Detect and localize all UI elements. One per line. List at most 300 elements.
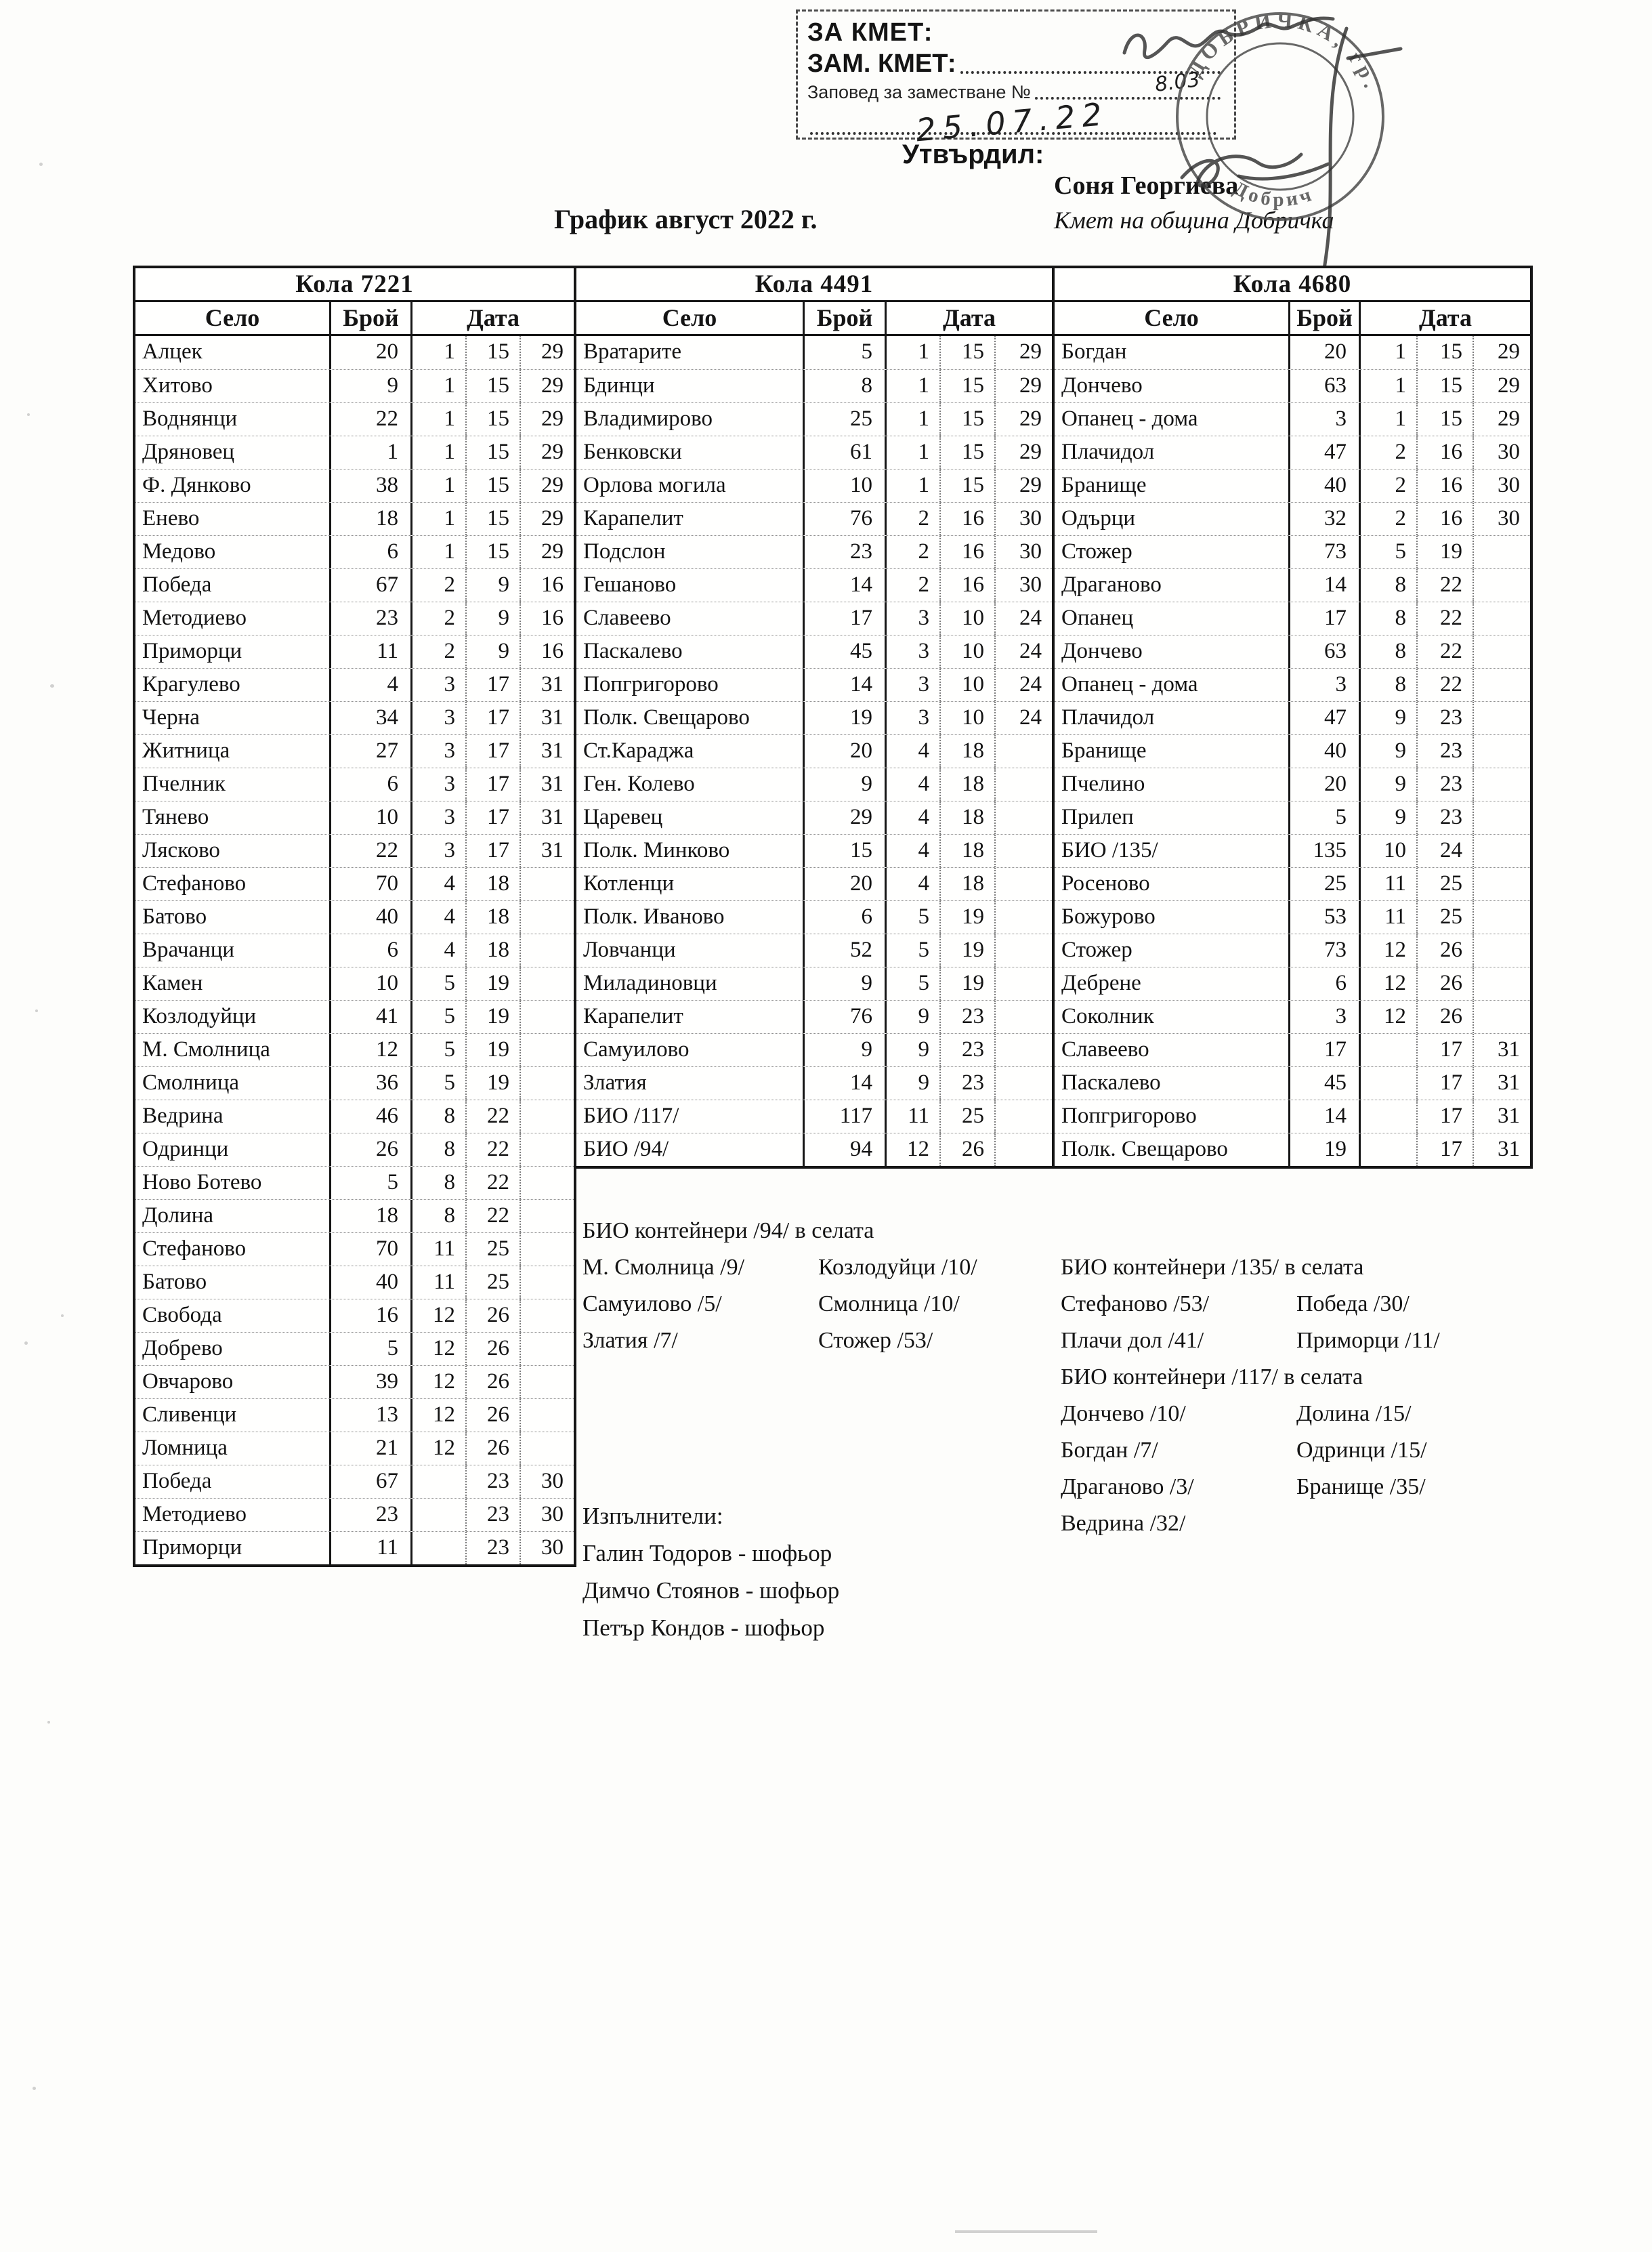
date-cell: 2	[887, 569, 941, 602]
date-cell: 29	[541, 339, 564, 364]
date-cell: 29	[1019, 440, 1042, 464]
column-header-count: Брой	[805, 302, 887, 334]
date-cell: 18	[941, 835, 996, 867]
table-row	[1055, 734, 1530, 768]
village-name-cell: Енево	[135, 503, 331, 535]
date-cell: 29	[1019, 373, 1042, 398]
table-row	[135, 1498, 574, 1531]
table-row	[1055, 436, 1530, 469]
date-cell: 25	[467, 1266, 521, 1299]
table-row	[576, 967, 1052, 1000]
date-cell: 2	[1361, 470, 1418, 502]
table-row	[135, 402, 574, 436]
date-cell: 5	[412, 967, 467, 1000]
village-name-cell: Стефаново	[135, 1233, 331, 1266]
table-row	[135, 1033, 574, 1066]
date-cell: 16	[1418, 503, 1474, 535]
date-cell: 24	[1418, 835, 1474, 867]
date-cell: 1	[412, 503, 467, 535]
schedule-table-kola-7221	[133, 266, 576, 1567]
date-cell: 9	[887, 1034, 941, 1066]
table-row	[1055, 967, 1530, 1000]
bio-containers-notes-94	[583, 1213, 977, 1359]
executors-title: Изпълнители:	[583, 1503, 723, 1529]
date-cell	[1474, 801, 1530, 834]
date-cell: 26	[467, 1432, 521, 1465]
bin-count-cell: 9	[331, 370, 412, 402]
bin-count-cell: 46	[331, 1100, 412, 1133]
table-row	[576, 635, 1052, 668]
village-name-cell: Пчелино	[1055, 768, 1290, 801]
note-text: Козлодуйци /10/	[818, 1255, 977, 1280]
date-cell: 15	[467, 436, 521, 469]
table-row	[135, 900, 574, 934]
bin-count-cell: 41	[331, 1001, 412, 1033]
date-cell: 17	[1418, 1067, 1474, 1100]
date-cell: 8	[412, 1167, 467, 1199]
date-cell: 26	[1418, 1001, 1474, 1033]
date-cell: 1	[1361, 403, 1418, 436]
note-text: Дончево /10/	[1061, 1401, 1186, 1426]
date-cell: 1	[412, 370, 467, 402]
scan-noise	[33, 2087, 36, 2090]
date-cell: 18	[941, 868, 996, 900]
bin-count-cell: 12	[331, 1034, 412, 1066]
date-cell: 8	[1361, 669, 1418, 701]
village-name-cell: Медово	[135, 536, 331, 568]
date-cell: 30	[541, 1469, 564, 1493]
zam-kmet-label: ЗАМ. КМЕТ:	[807, 49, 956, 78]
table-body	[135, 336, 574, 1564]
executors-lines	[583, 1535, 839, 1646]
table-row	[1055, 801, 1530, 834]
note-text: Драганово /3/	[1061, 1474, 1194, 1499]
date-cell	[521, 1233, 574, 1266]
village-name-cell: Росеново	[1055, 868, 1290, 900]
bin-count-cell: 14	[805, 669, 887, 701]
date-cell: 15	[941, 436, 996, 469]
village-name-cell: Прилеп	[1055, 801, 1290, 834]
column-header-date: Дата	[943, 304, 996, 331]
bin-count-cell: 15	[805, 835, 887, 867]
date-cell: 29	[1498, 339, 1520, 364]
date-cell: 3	[412, 801, 467, 834]
date-cell: 26	[467, 1399, 521, 1432]
village-name-cell: Попгригорово	[576, 669, 805, 701]
scan-noise	[955, 2230, 1097, 2233]
date-cell: 4	[887, 868, 941, 900]
village-name-cell: Житница	[135, 735, 331, 768]
bin-count-cell: 38	[331, 470, 412, 502]
date-cell: 19	[467, 1067, 521, 1100]
date-cell: 4	[887, 801, 941, 834]
village-name-cell: Козлодуйци	[135, 1001, 331, 1033]
table-row	[135, 967, 574, 1000]
village-name-cell: Златия	[576, 1067, 805, 1100]
date-cell: 30	[1019, 539, 1042, 564]
table-row	[576, 900, 1052, 934]
table-row	[135, 1166, 574, 1199]
date-cell: 16	[541, 572, 564, 597]
date-cell: 30	[541, 1502, 564, 1526]
table-row	[135, 1531, 574, 1564]
village-name-cell: Батово	[135, 901, 331, 934]
bin-count-cell: 6	[331, 768, 412, 801]
date-cell	[1361, 1034, 1418, 1066]
date-cell: 23	[1418, 735, 1474, 768]
note-text: Плачи дол /41/	[1061, 1328, 1204, 1353]
table-row	[1055, 469, 1530, 502]
date-cell: 22	[467, 1200, 521, 1232]
scan-noise	[27, 413, 30, 416]
date-cell: 16	[1418, 436, 1474, 469]
village-name-cell: Методиево	[135, 602, 331, 635]
date-cell: 15	[941, 403, 996, 436]
village-name-cell: Камен	[135, 967, 331, 1000]
date-cell: 17	[467, 669, 521, 701]
village-name-cell: Славеево	[576, 602, 805, 635]
date-cell	[1474, 868, 1530, 900]
bin-count-cell: 9	[805, 967, 887, 1000]
table-row	[1055, 668, 1530, 701]
village-name-cell: Стожер	[1055, 934, 1290, 967]
date-cell: 12	[412, 1432, 467, 1465]
date-cell: 5	[887, 967, 941, 1000]
table-row	[135, 1232, 574, 1266]
bin-count-cell: 20	[1290, 768, 1361, 801]
date-cell	[412, 1532, 467, 1564]
date-cell: 16	[941, 569, 996, 602]
note-text: Долина /15/	[1296, 1401, 1412, 1426]
date-cell: 23	[941, 1001, 996, 1033]
date-cell: 24	[1019, 606, 1042, 630]
table-row	[135, 568, 574, 602]
column-header-count: Брой	[331, 302, 412, 334]
table-row	[576, 336, 1052, 369]
table-row	[1055, 535, 1530, 568]
date-cell	[996, 801, 1052, 834]
village-name-cell: БИО /94/	[576, 1133, 805, 1166]
date-cell: 9	[1361, 768, 1418, 801]
table-row	[135, 1199, 574, 1232]
column-header-count: Брой	[1290, 302, 1361, 334]
village-name-cell: Опанец - дома	[1055, 669, 1290, 701]
date-cell: 9	[1361, 801, 1418, 834]
table-row	[135, 1365, 574, 1398]
note-text: Самуилово /5/	[583, 1291, 722, 1316]
village-name-cell: Стожер	[1055, 536, 1290, 568]
executor-line: Петър Кондов - шофьор	[583, 1614, 825, 1641]
village-name-cell: Врачанци	[135, 934, 331, 967]
village-name-cell: Дряновец	[135, 436, 331, 469]
village-name-cell: Ген. Колево	[576, 768, 805, 801]
table-row	[576, 1133, 1052, 1166]
date-cell	[1474, 536, 1530, 568]
date-cell: 31	[1498, 1037, 1520, 1062]
bin-count-cell: 14	[1290, 569, 1361, 602]
table-row	[135, 1432, 574, 1465]
date-cell	[1361, 1067, 1418, 1100]
bin-count-cell: 13	[331, 1399, 412, 1432]
date-cell: 15	[941, 370, 996, 402]
note-text: Стожер /53/	[818, 1328, 933, 1353]
date-cell	[521, 868, 574, 900]
bin-count-cell: 3	[1290, 403, 1361, 436]
bin-count-cell: 23	[331, 1499, 412, 1531]
bin-count-cell: 19	[805, 702, 887, 734]
date-cell	[521, 1266, 574, 1299]
bin-count-cell: 6	[805, 901, 887, 934]
village-name-cell: Методиево	[135, 1499, 331, 1531]
bin-count-cell: 4	[331, 669, 412, 701]
village-name-cell: Ловчанци	[576, 934, 805, 967]
date-cell	[412, 1465, 467, 1498]
note-text: Богдан /7/	[1061, 1438, 1158, 1463]
village-name-cell: Орлова могила	[576, 470, 805, 502]
date-cell: 18	[467, 868, 521, 900]
bin-count-cell: 6	[1290, 967, 1361, 1000]
date-cell: 12	[412, 1366, 467, 1398]
table-row	[135, 1398, 574, 1432]
table-row	[576, 1066, 1052, 1100]
table-row	[135, 801, 574, 834]
table-row	[135, 768, 574, 801]
table-header-row	[576, 302, 1052, 336]
date-cell: 15	[467, 536, 521, 568]
village-name-cell: Ново Ботево	[135, 1167, 331, 1199]
village-name-cell: БИО /135/	[1055, 835, 1290, 867]
bin-count-cell: 9	[805, 768, 887, 801]
table-row	[135, 336, 574, 369]
village-name-cell: Драганово	[1055, 569, 1290, 602]
date-cell: 29	[1019, 473, 1042, 497]
mayor-name: Соня Георгиева	[1054, 171, 1239, 200]
table-row	[576, 602, 1052, 635]
note-text: М. Смолница /9/	[583, 1255, 745, 1280]
date-cell: 1	[412, 536, 467, 568]
table-row	[576, 834, 1052, 867]
date-cell: 22	[467, 1133, 521, 1166]
date-cell: 23	[1418, 768, 1474, 801]
village-name-cell: Бдинци	[576, 370, 805, 402]
bin-count-cell: 63	[1290, 635, 1361, 668]
date-cell: 15	[467, 370, 521, 402]
date-cell: 23	[941, 1067, 996, 1100]
date-cell: 19	[467, 1001, 521, 1033]
table-row	[576, 535, 1052, 568]
bin-count-cell: 40	[1290, 735, 1361, 768]
village-name-cell: Ведрина	[135, 1100, 331, 1133]
date-cell	[996, 1034, 1052, 1066]
village-name-cell: Победа	[135, 569, 331, 602]
date-cell: 2	[1361, 436, 1418, 469]
date-cell: 29	[541, 539, 564, 564]
bin-count-cell: 21	[331, 1432, 412, 1465]
bin-count-cell: 6	[331, 934, 412, 967]
bin-count-cell: 14	[805, 569, 887, 602]
village-name-cell: Одърци	[1055, 503, 1290, 535]
scan-noise	[24, 1341, 28, 1345]
bin-count-cell: 70	[331, 868, 412, 900]
village-name-cell: Смолница	[135, 1067, 331, 1100]
table-row	[135, 602, 574, 635]
date-cell: 29	[541, 473, 564, 497]
note-line	[1061, 1249, 1440, 1286]
village-name-cell: Хитово	[135, 370, 331, 402]
note-text: Одринци /15/	[1296, 1438, 1427, 1463]
date-cell: 19	[941, 967, 996, 1000]
bin-count-cell: 17	[1290, 1034, 1361, 1066]
date-cell	[521, 1399, 574, 1432]
date-cell: 10	[941, 602, 996, 635]
date-cell	[521, 1067, 574, 1100]
table-row	[1055, 1066, 1530, 1100]
bin-count-cell: 16	[331, 1299, 412, 1332]
date-cell: 11	[887, 1100, 941, 1133]
date-cell: 29	[541, 506, 564, 530]
village-name-cell: Миладиновци	[576, 967, 805, 1000]
date-cell	[521, 1200, 574, 1232]
village-name-cell: Приморци	[135, 635, 331, 668]
note-text: Златия /7/	[583, 1328, 678, 1353]
date-cell: 3	[412, 835, 467, 867]
date-cell: 15	[467, 336, 521, 369]
village-name-cell: Дебрене	[1055, 967, 1290, 1000]
table-row	[576, 436, 1052, 469]
date-cell: 29	[1019, 339, 1042, 364]
bin-count-cell: 23	[331, 602, 412, 635]
bin-count-cell: 39	[331, 1366, 412, 1398]
date-cell: 30	[1498, 473, 1520, 497]
date-cell	[1474, 669, 1530, 701]
date-cell: 25	[1418, 901, 1474, 934]
date-cell: 19	[941, 934, 996, 967]
note-line	[1061, 1505, 1440, 1542]
bio-containers-notes-135-117	[1061, 1249, 1440, 1542]
date-cell: 25	[941, 1100, 996, 1133]
date-cell: 11	[412, 1266, 467, 1299]
village-name-cell: Одринци	[135, 1133, 331, 1166]
date-cell	[996, 934, 1052, 967]
date-cell	[1361, 1100, 1418, 1133]
date-cell: 26	[1418, 967, 1474, 1000]
bin-count-cell: 22	[331, 403, 412, 436]
table-row	[1055, 900, 1530, 934]
bin-count-cell: 3	[1290, 669, 1361, 701]
table-row	[576, 502, 1052, 535]
village-name-cell: Черна	[135, 702, 331, 734]
note-text: БИО контейнери /94/ в селата	[583, 1218, 874, 1243]
date-cell: 22	[467, 1167, 521, 1199]
village-name-cell: Приморци	[135, 1532, 331, 1564]
date-cell	[1474, 967, 1530, 1000]
date-cell: 8	[1361, 635, 1418, 668]
village-name-cell: Овчарово	[135, 1366, 331, 1398]
date-cell: 24	[1019, 672, 1042, 696]
date-cell: 2	[887, 536, 941, 568]
table-row	[576, 1100, 1052, 1133]
date-cell: 11	[1361, 901, 1418, 934]
stamp-text-top: ДОБРИЧКА, гр.	[1182, 7, 1385, 96]
date-cell: 12	[1361, 934, 1418, 967]
village-name-cell: Победа	[135, 1465, 331, 1498]
bin-count-cell: 25	[1290, 868, 1361, 900]
date-cell: 3	[412, 702, 467, 734]
date-cell: 1	[887, 370, 941, 402]
table-row	[576, 369, 1052, 402]
village-name-cell: Полк. Иваново	[576, 901, 805, 934]
village-name-cell: Полк. Свещарово	[1055, 1133, 1290, 1166]
village-name-cell: Паскалево	[1055, 1067, 1290, 1100]
date-cell: 1	[1361, 370, 1418, 402]
date-cell: 22	[1418, 635, 1474, 668]
bin-count-cell: 20	[805, 735, 887, 768]
bin-count-cell: 10	[805, 470, 887, 502]
date-cell: 2	[412, 635, 467, 668]
table-row	[1055, 834, 1530, 867]
bin-count-cell: 19	[1290, 1133, 1361, 1166]
village-name-cell: Дончево	[1055, 370, 1290, 402]
village-name-cell: Вратарите	[576, 336, 805, 369]
date-cell: 31	[541, 705, 564, 730]
bin-count-cell: 73	[1290, 934, 1361, 967]
table-row	[1055, 369, 1530, 402]
village-name-cell: Пчелник	[135, 768, 331, 801]
village-name-cell: Бенковски	[576, 436, 805, 469]
table-row	[1055, 402, 1530, 436]
date-cell	[1361, 1133, 1418, 1166]
village-name-cell: Божурово	[1055, 901, 1290, 934]
table-row	[135, 934, 574, 967]
date-cell: 5	[887, 901, 941, 934]
village-name-cell: Богдан	[1055, 336, 1290, 369]
table-row	[576, 469, 1052, 502]
bin-count-cell: 36	[331, 1067, 412, 1100]
date-cell: 16	[541, 606, 564, 630]
bin-count-cell: 23	[805, 536, 887, 568]
table-row	[135, 1133, 574, 1166]
bin-count-cell: 135	[1290, 835, 1361, 867]
date-cell	[996, 1067, 1052, 1100]
date-cell: 4	[887, 768, 941, 801]
date-cell	[1474, 569, 1530, 602]
village-name-cell: Котленци	[576, 868, 805, 900]
table-row	[1055, 602, 1530, 635]
date-cell: 17	[467, 735, 521, 768]
bin-count-cell: 3	[1290, 1001, 1361, 1033]
table-row	[135, 668, 574, 701]
date-cell: 31	[1498, 1104, 1520, 1128]
village-name-cell: Добрево	[135, 1333, 331, 1365]
date-cell: 17	[467, 768, 521, 801]
date-cell: 31	[1498, 1137, 1520, 1161]
date-cell: 1	[412, 470, 467, 502]
document-title: График август 2022 г.	[554, 204, 818, 234]
village-name-cell: Самуилово	[576, 1034, 805, 1066]
date-cell: 19	[941, 901, 996, 934]
bin-count-cell: 76	[805, 1001, 887, 1033]
date-cell: 3	[412, 735, 467, 768]
date-cell: 30	[1498, 440, 1520, 464]
svg-text:Добрич	[1230, 178, 1317, 211]
date-cell: 16	[1418, 470, 1474, 502]
scan-noise	[39, 163, 43, 166]
village-name-cell: Ст.Караджа	[576, 735, 805, 768]
date-cell: 12	[412, 1333, 467, 1365]
date-cell	[521, 1001, 574, 1033]
bin-count-cell: 5	[331, 1333, 412, 1365]
table-row	[576, 402, 1052, 436]
